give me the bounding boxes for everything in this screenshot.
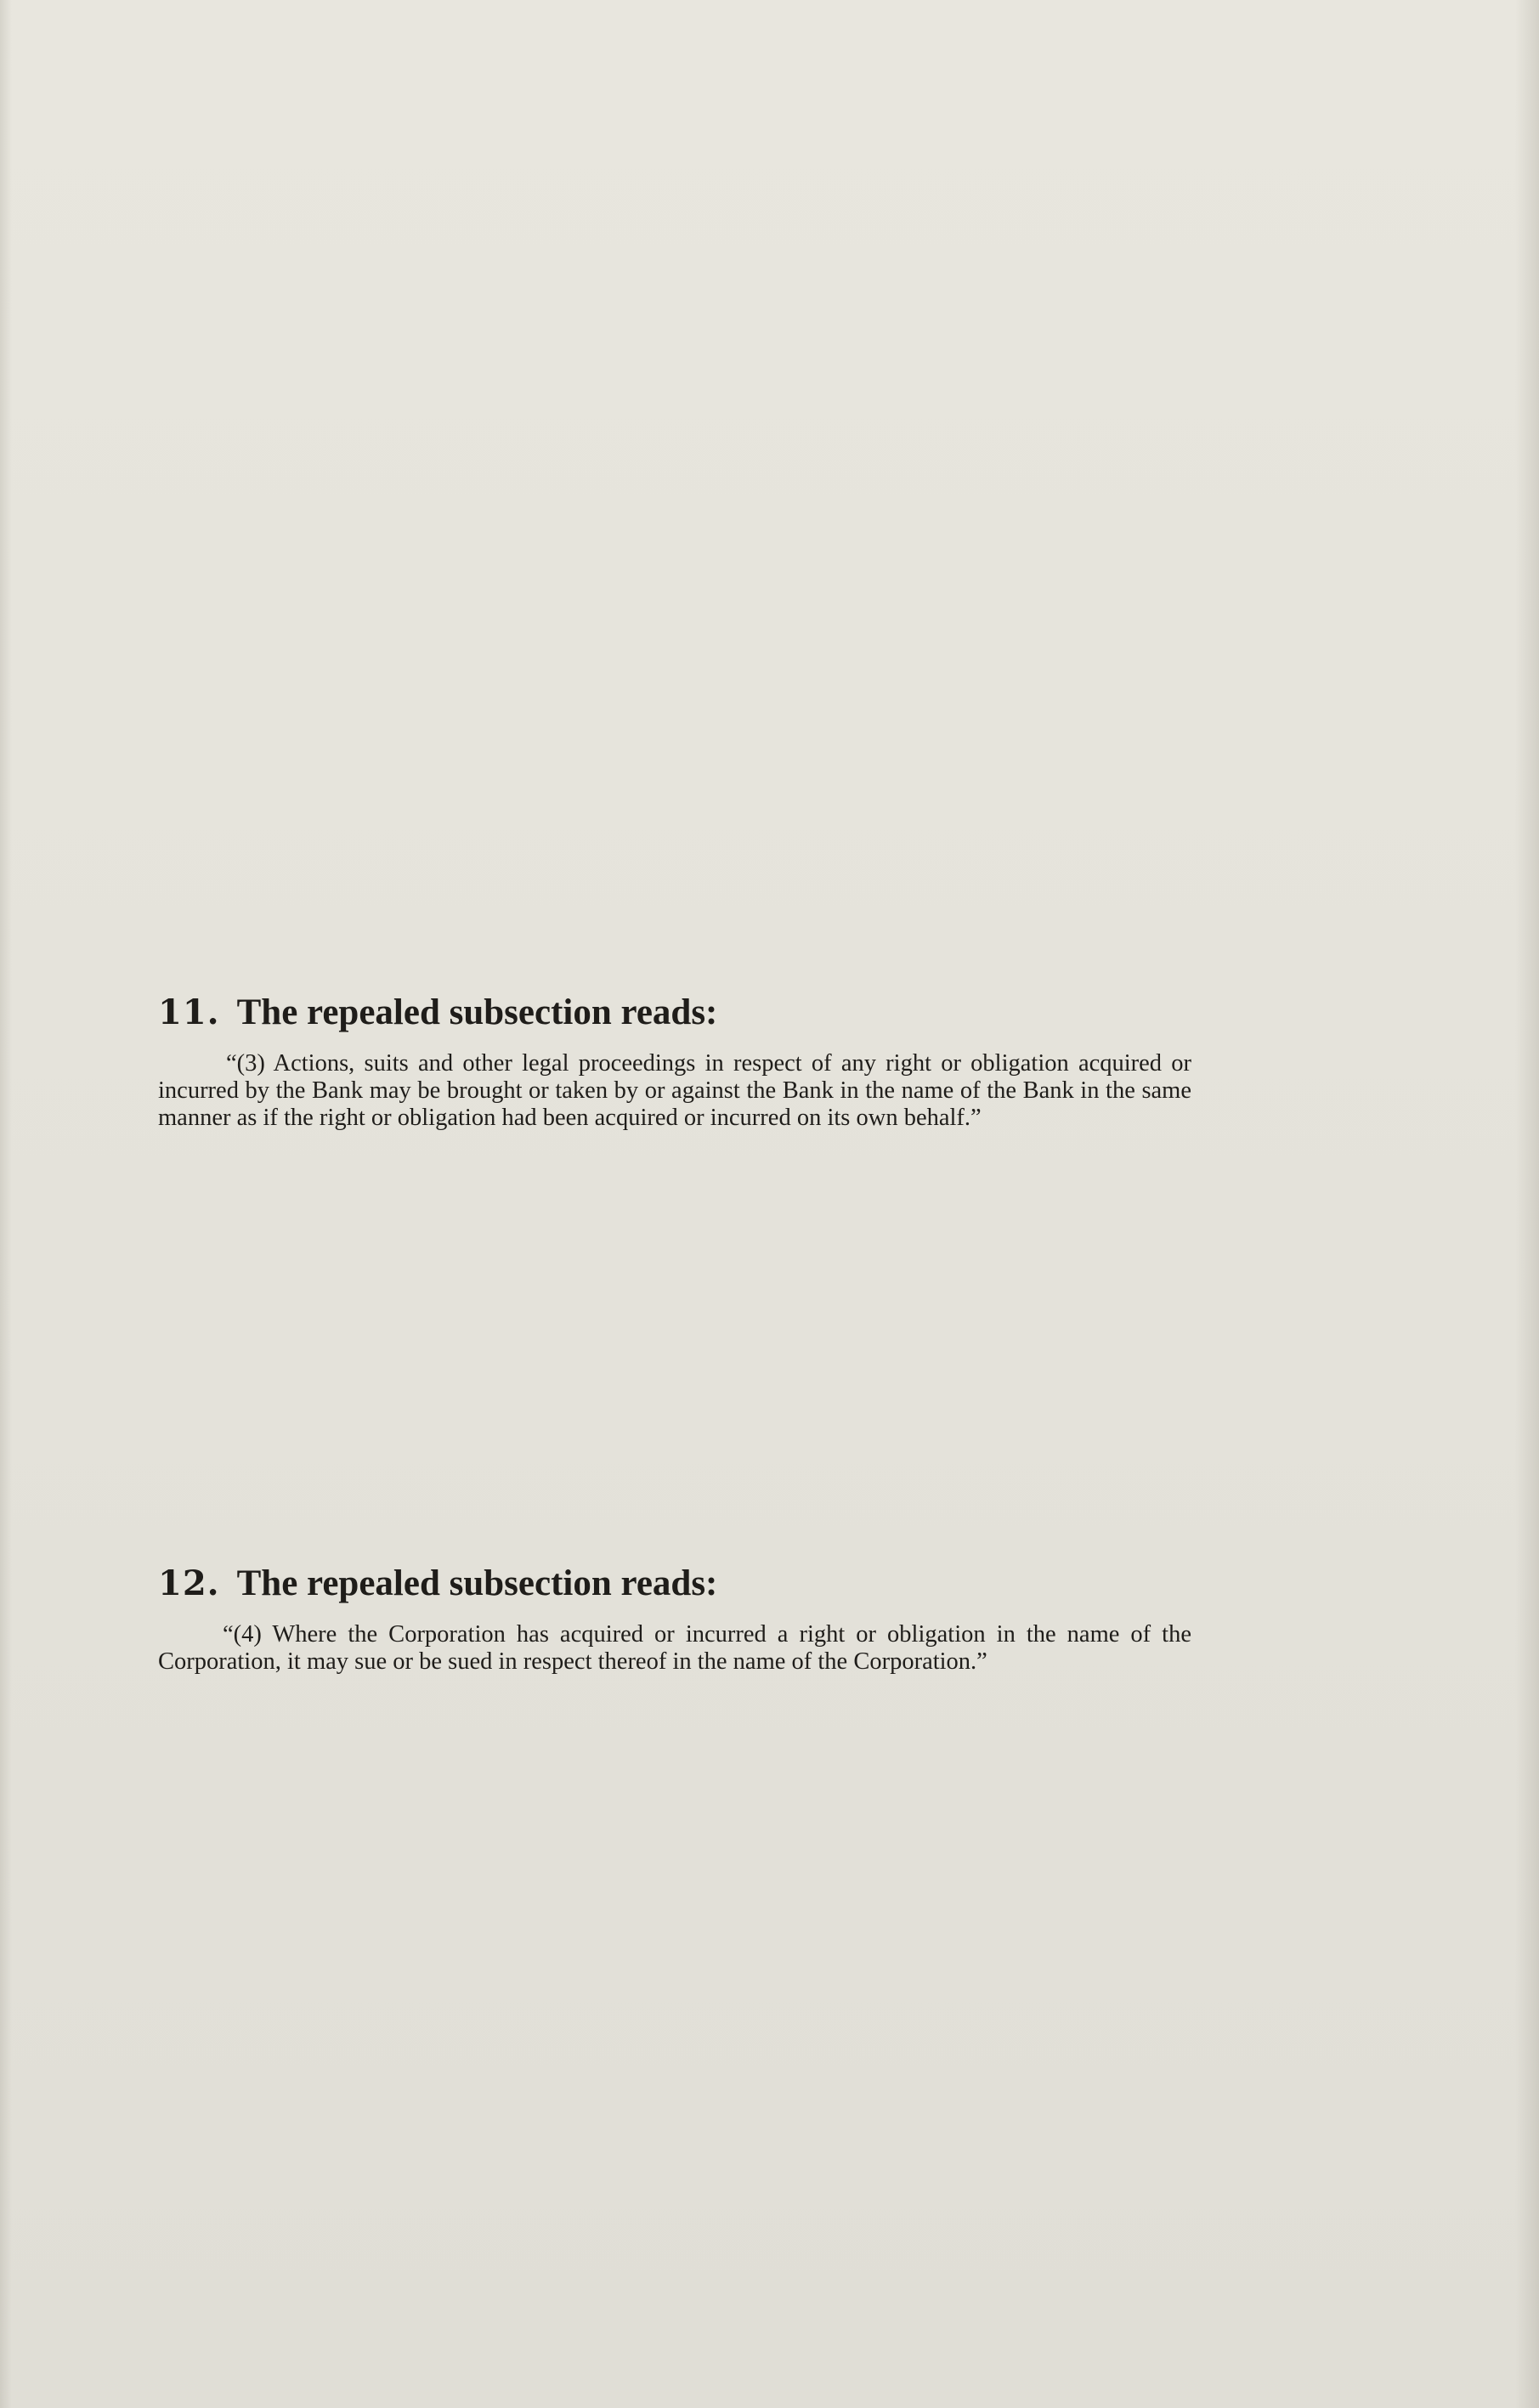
note-11: [158, 991, 1191, 1132]
page-shadow-left: [0, 0, 12, 2408]
note-heading: [158, 1562, 1191, 1606]
note-title: The repealed subsection reads:: [236, 1563, 718, 1603]
note-12: [158, 1562, 1191, 1676]
repealed-subsection-text: “(3) Actions, suits and other legal proceedings in respect of any right or obligation acquired or incurred by the Bank may be brought or taken by or against the Bank in the name of the Bank in the same manner as if the right or obligation had been acquired or incurred on its own behalf.”: [158, 1050, 1191, 1131]
note-title: The repealed subsection reads:: [236, 992, 718, 1032]
note-number: 11.: [158, 992, 220, 1032]
repealed-subsection-text: “(4) Where the Corporation has acquired or incurred a right or obligation in the name of the Corporation, it may sue or be sued in respect thereof in the name of the Corporation.”: [158, 1621, 1191, 1675]
note-number: 12.: [158, 1563, 220, 1603]
page-shadow-right: [1515, 0, 1539, 2408]
note-heading: [158, 991, 1191, 1035]
